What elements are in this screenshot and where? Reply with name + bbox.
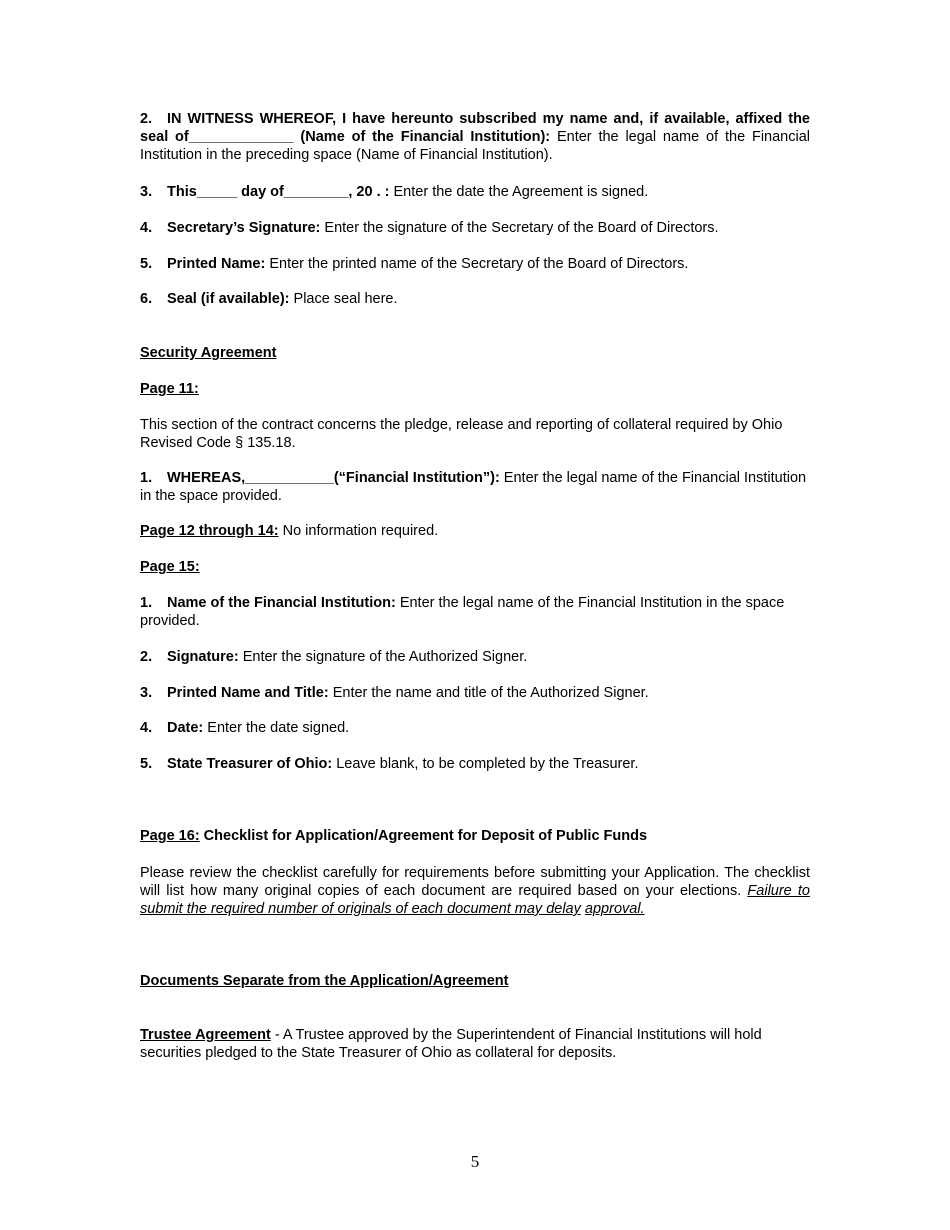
witness-blank: ____________ — [188, 129, 286, 145]
secretary-signature-item — [140, 219, 810, 237]
witness-paragraph — [140, 110, 810, 164]
item-number: 3. — [140, 184, 153, 200]
page-11-intro: This section of the contract concerns the pledge, release and reporting of collateral required by Ohio Revised Code § 135.18. — [140, 417, 783, 451]
item-text: Enter the date signed. — [203, 720, 350, 736]
page-15-item-signature — [140, 648, 810, 666]
page-12-line — [140, 522, 810, 540]
whereas-item — [140, 469, 810, 505]
item-text: Enter the signature of the Secretary of the Board of Directors. — [320, 220, 719, 236]
page-16-line — [140, 827, 810, 845]
documents-heading: Documents Separate from the Application/Agreement — [140, 973, 509, 989]
item-label: Name of the Financial Institution: — [167, 595, 396, 611]
trustee-text: - A Trustee approved by the Superintendent of Financial Institutions will hold securities pledged to the State Treasurer of Ohio as collateral for deposits. — [140, 1027, 762, 1061]
item-number: 1. — [140, 470, 153, 486]
trustee-heading: Trustee Agreement — [140, 1027, 271, 1043]
item-text: Place seal here. — [289, 291, 398, 307]
page-16-heading: Page 16: — [140, 828, 200, 844]
page-16-title: Checklist for Application/Agreement for Deposit of Public Funds — [199, 828, 648, 844]
page-15-item-date — [140, 719, 810, 737]
item-number: 2. — [140, 111, 153, 127]
item-number: 1. — [140, 595, 153, 611]
item-text: Enter the printed name of the Secretary of the Board of Directors. — [265, 256, 689, 272]
page-12-text: No information required. — [278, 523, 439, 539]
item-number: 5. — [140, 756, 153, 772]
whereas-text: Enter the legal name of the Financial Institution in the space provided. — [140, 470, 807, 504]
checklist-warning-end: approval. — [584, 901, 645, 917]
date-item — [140, 183, 810, 201]
page-11-heading: Page 11: — [140, 381, 199, 397]
checklist-text: Please review the checklist carefully for requirements before submitting your Application. The checklist will list how many original copies of each document are required based on your elections. — [140, 865, 810, 899]
trustee-paragraph — [140, 1026, 810, 1062]
witness-bold-text: IN WITNESS WHEREOF, I have hereunto subscribed my name and, if available, affixed the seal of — [140, 111, 810, 145]
checklist-paragraph — [140, 864, 810, 918]
item-label: Signature: — [167, 649, 239, 665]
item-number: 5. — [140, 256, 153, 272]
item-number: 3. — [140, 685, 153, 701]
page-15-item-institution — [140, 594, 810, 630]
item-text: Leave blank, to be completed by the Treasurer. — [332, 756, 639, 772]
page-12-heading: Page 12 through 14: — [140, 523, 279, 539]
date-item-bold: This_____ day of________, 20 . : — [167, 184, 390, 200]
page-15-heading: Page 15: — [140, 559, 200, 575]
item-text: Enter the signature of the Authorized Signer. — [238, 649, 528, 665]
item-label: Seal (if available): — [167, 291, 290, 307]
page-number: 5 — [470, 1152, 480, 1171]
whereas-bold: WHEREAS,___________(“Financial Institution”): — [167, 470, 500, 486]
item-text: Enter the name and title of the Authorized Signer. — [328, 685, 649, 701]
item-label: Printed Name and Title: — [167, 685, 329, 701]
item-number: 6. — [140, 291, 153, 307]
item-number: 4. — [140, 720, 153, 736]
witness-bold-label: _ (Name of the Financial Institution): — [285, 129, 551, 145]
witness-text: Enter the legal name of the Financial Institution in the preceding space (Name of Financial Institution). — [140, 129, 810, 163]
page-15-item-treasurer — [140, 755, 810, 773]
item-number: 2. — [140, 649, 153, 665]
item-text: Enter the legal name of the Financial Institution in the space provided. — [140, 595, 785, 629]
item-label: Date: — [167, 720, 204, 736]
item-number: 4. — [140, 220, 153, 236]
page-15-item-printed-name — [140, 684, 810, 702]
item-label: State Treasurer of Ohio: — [167, 756, 333, 772]
item-label: Secretary’s Signature: — [167, 220, 321, 236]
security-agreement-heading: Security Agreement — [140, 345, 277, 361]
checklist-warning: Failure to submit the required number of originals of each document may delay — [140, 883, 810, 917]
printed-name-item — [140, 255, 810, 273]
date-item-text: Enter the date the Agreement is signed. — [389, 184, 649, 200]
item-label: Printed Name: — [167, 256, 266, 272]
seal-item — [140, 290, 810, 308]
